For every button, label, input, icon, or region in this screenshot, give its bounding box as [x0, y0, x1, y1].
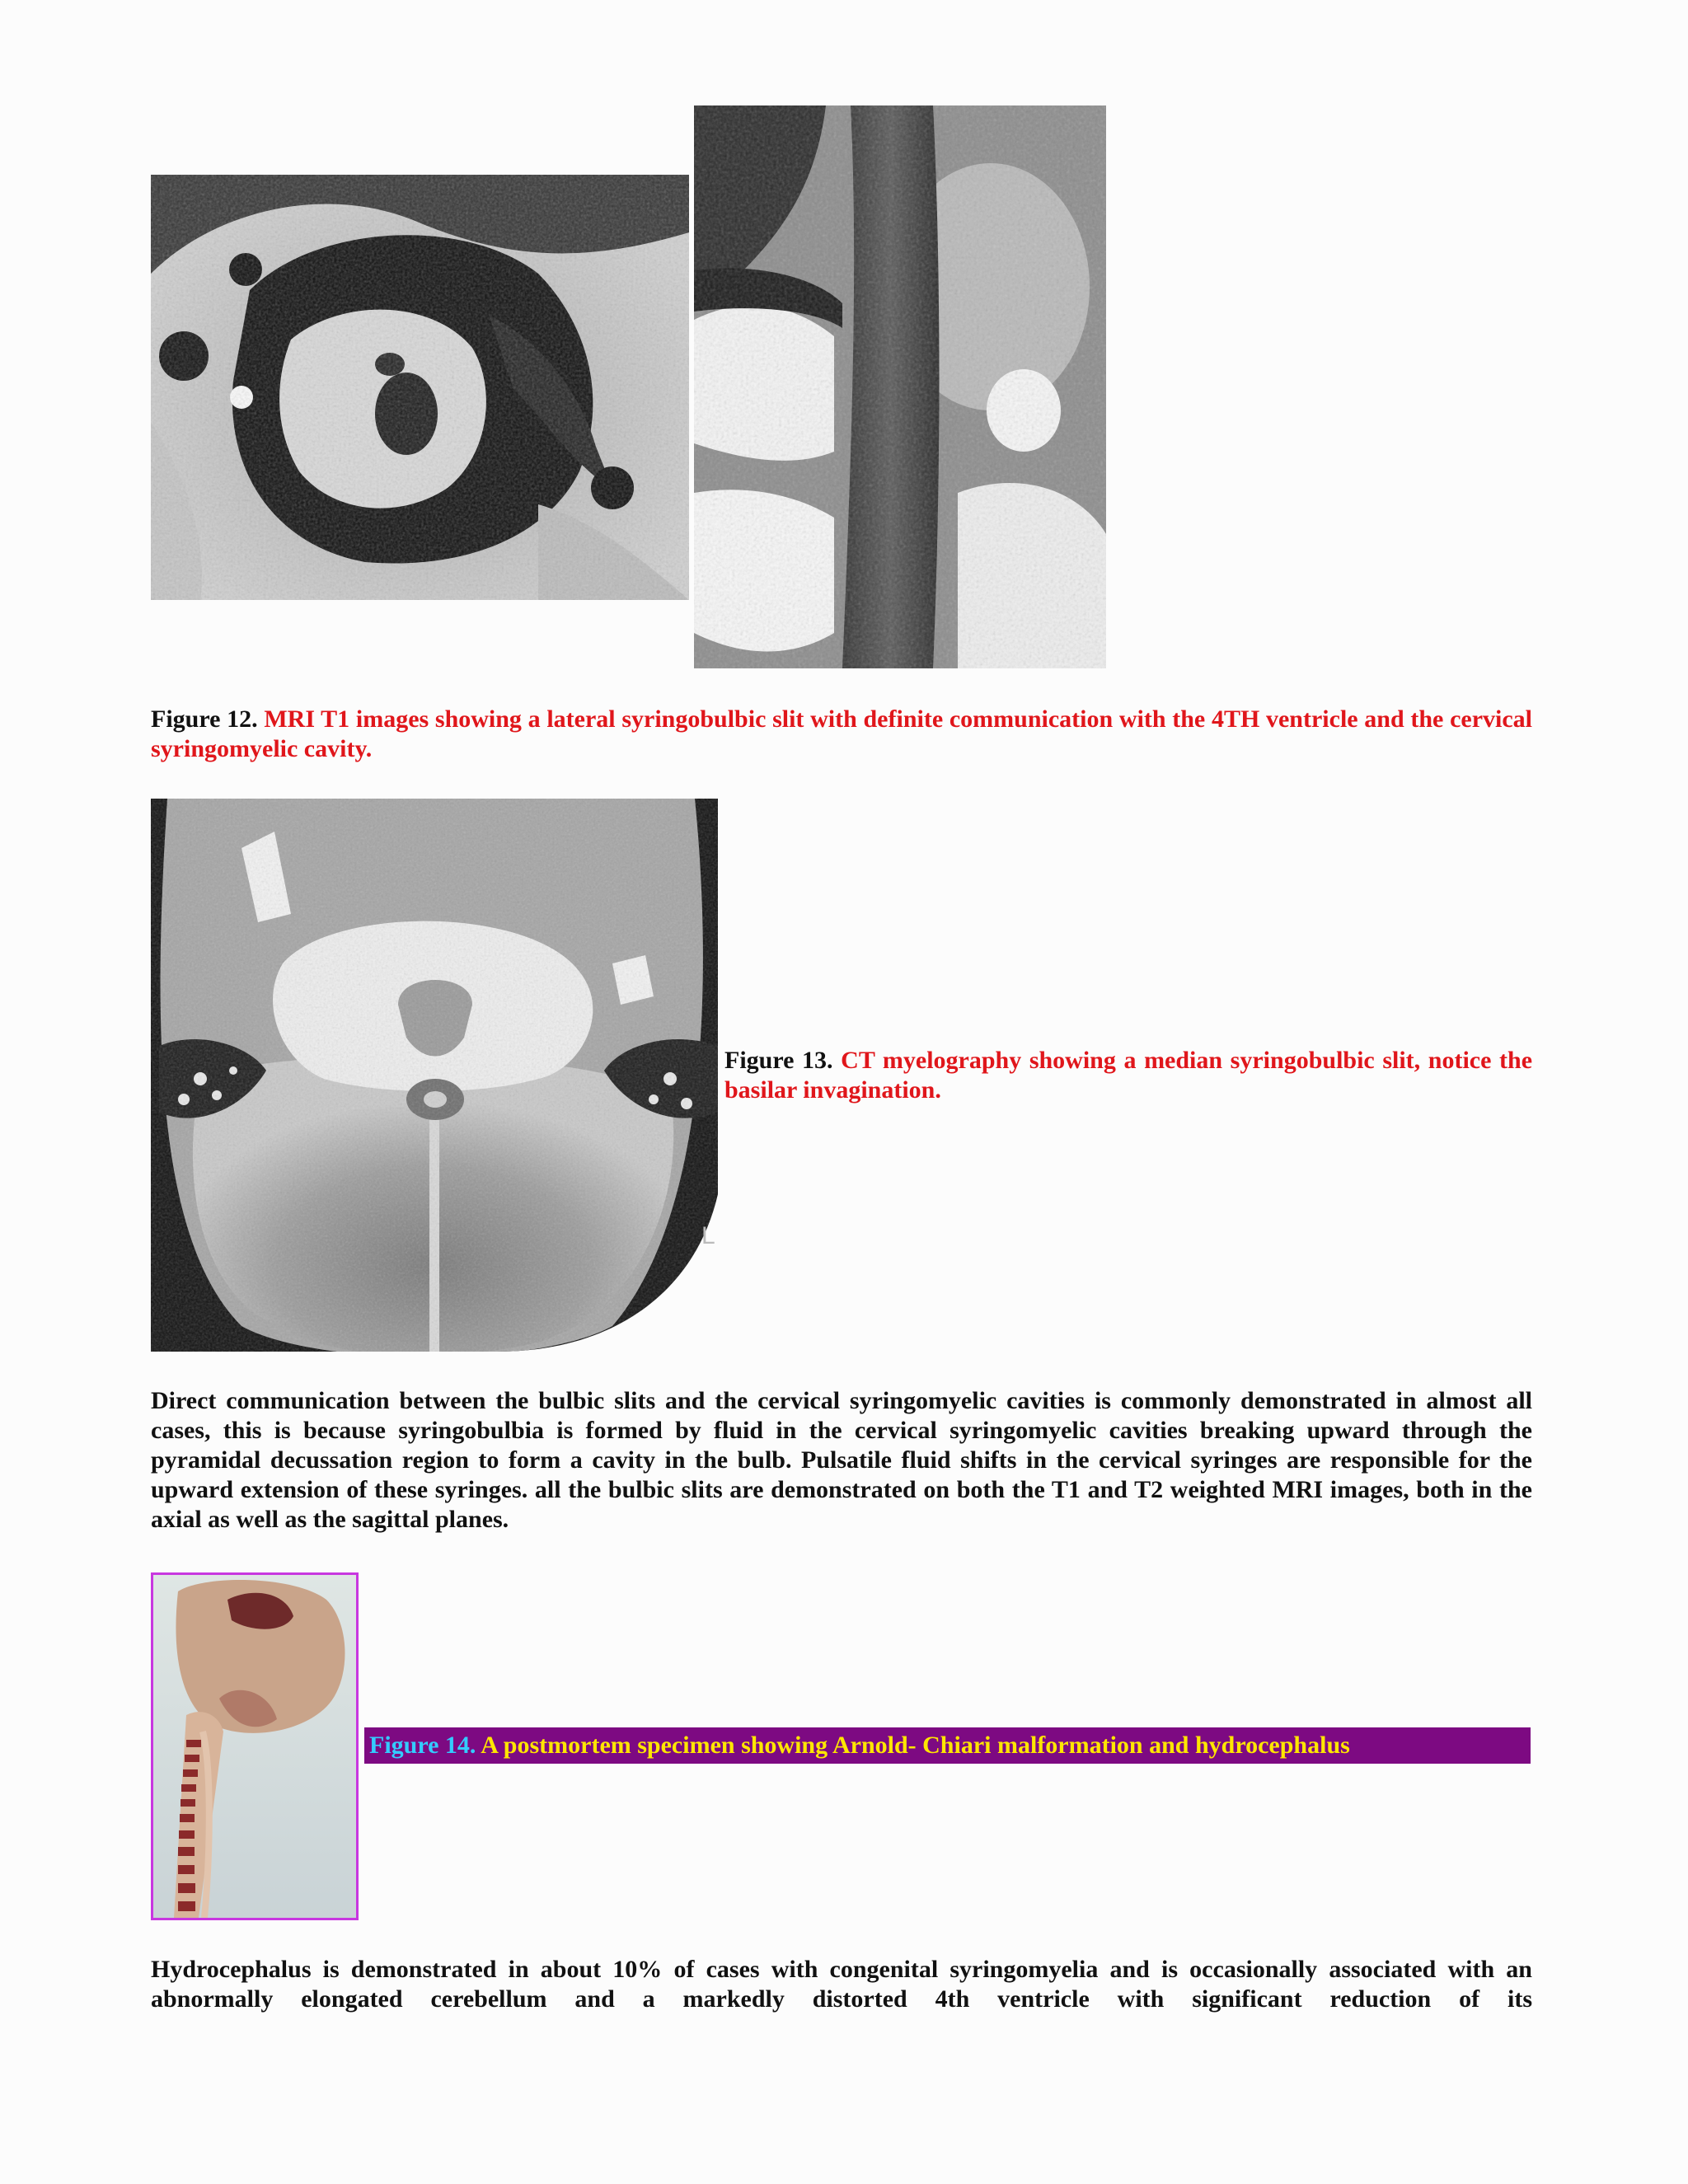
figure14-specimen-image — [151, 1572, 359, 1920]
figure12-axial-mri-image — [151, 175, 689, 600]
figure13-label: Figure 13. — [724, 1047, 833, 1074]
figure13-ct-image — [151, 799, 718, 1352]
body-paragraph-2: Hydrocephalus is demonstrated in about 10% of cases with congenital syringomyelia and is occasionally associated with an abnormally elongated cerebellum and a markedly distorted 4th ventricle with significant reduction of its — [151, 1956, 1532, 2013]
figure14-text: A postmortem specimen showing Arnold- Chiari malformation and hydrocephalus — [481, 1732, 1350, 1759]
body-paragraph-1: Direct communication between the bulbic slits and the cervical syringomyelic cavities is commonly demonstrated in almost all cases, this is because syringobulbia is formed by fluid in the cervical syringomyelic cavities breaking upward through the pyramidal decussation region to form a cavity in the bulb. Pulsatile fluid shifts in the cervical syringes are responsible for the upward extension of these syringes. all the bulbic slits are demonstrated on both the T1 and T2 weighted MRI images, both in the axial as well as the sagittal planes. — [151, 1387, 1532, 1533]
figure12-text: MRI T1 images showing a lateral syringobulbic slit with definite communication with the 4TH ventricle and the cervical syringomyelic cavity. — [151, 705, 1532, 762]
figure13-caption — [724, 1046, 1532, 1105]
ct-scan-mark: L — [701, 1222, 715, 1249]
figure12-label: Figure 12. — [151, 705, 258, 733]
figure14-caption — [364, 1727, 1531, 1764]
figure13-text: CT myelography showing a median syringobulbic slit, notice the basilar invagination. — [724, 1047, 1533, 1104]
figure12-sagittal-mri-image — [694, 105, 1106, 668]
figure12-caption — [151, 705, 1532, 764]
figure14-label: Figure 14. — [369, 1732, 476, 1759]
